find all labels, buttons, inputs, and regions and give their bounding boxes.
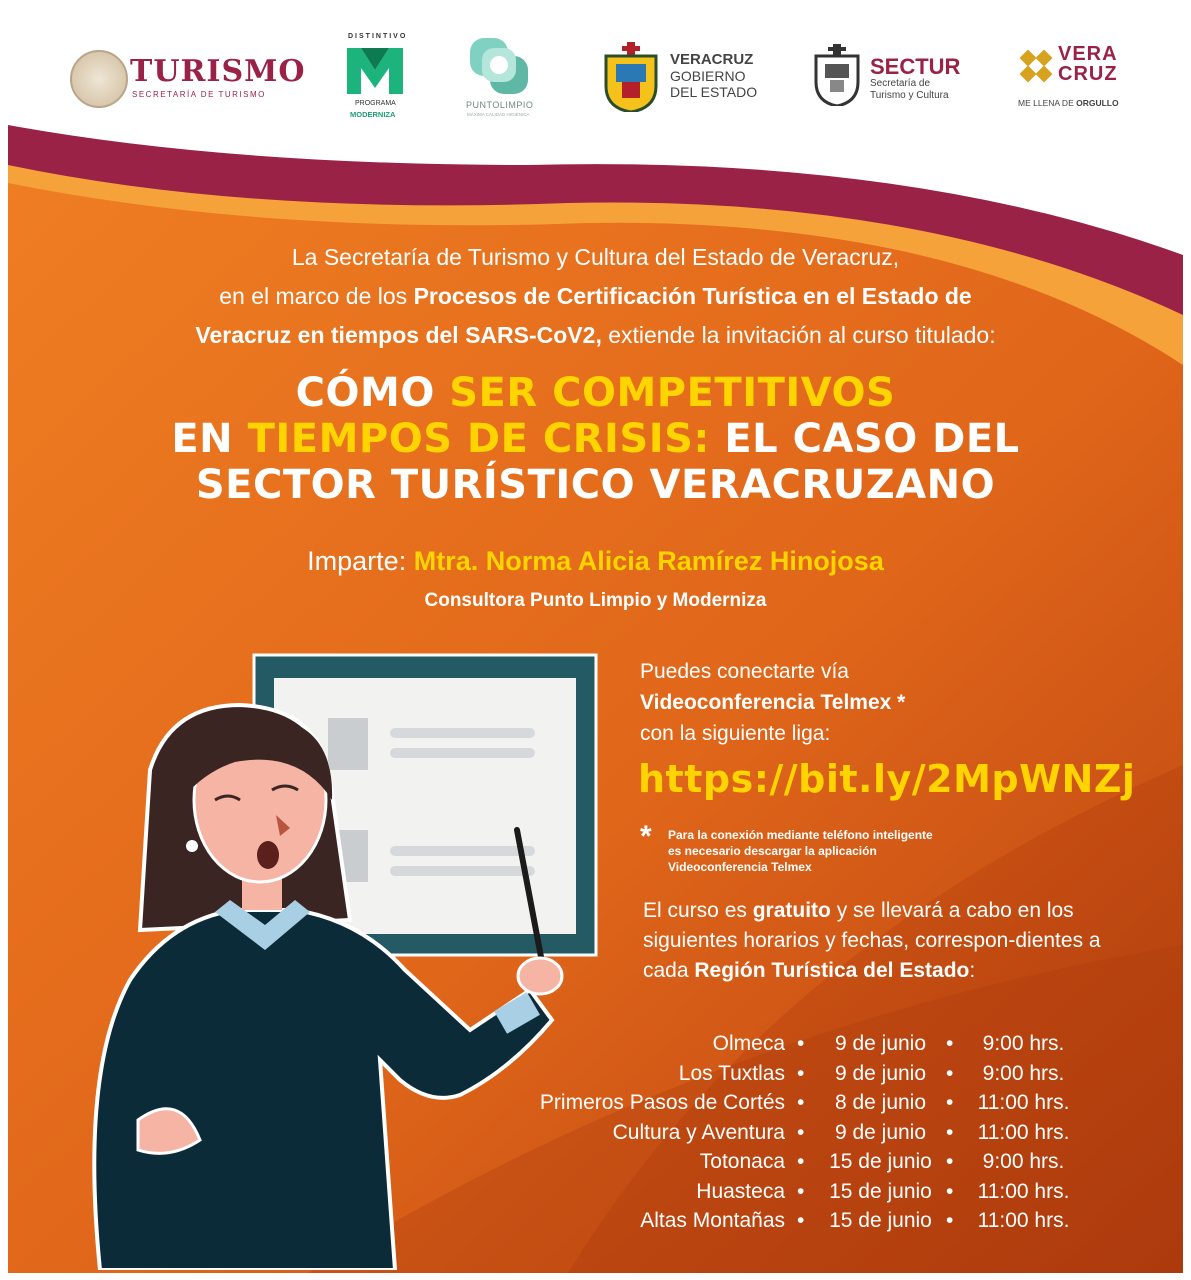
schedule-region: Olmeca <box>712 1032 785 1055</box>
distintivo-programa: PROGRAMA <box>355 100 396 107</box>
veracruz-gov-line3: DEL ESTADO <box>670 84 758 100</box>
schedule-date: 9 de junio <box>834 1061 927 1085</box>
sectur-shield-icon <box>812 44 862 106</box>
smartphone-note: Para la conexión mediante teléfono inteligente es necesario descargar la aplicación Videoconferencia Telmex <box>668 828 933 874</box>
bullet-icon: • <box>946 1120 954 1144</box>
asterisk-icon: * <box>640 820 652 853</box>
tagline-b: ORGULLO <box>1076 98 1119 108</box>
logo-bar <box>0 0 1191 130</box>
intro-line3-b: extiende la invitación al curso titulado: <box>601 322 996 348</box>
title-line2 <box>0 416 1191 462</box>
title-l1-b: SER COMPETITIVOS <box>449 370 896 416</box>
veracruz-brand-line1: VERA <box>1058 43 1118 65</box>
schedule-region: Totonaca <box>699 1150 785 1173</box>
bullet-icon: • <box>797 1032 805 1055</box>
title-l2-c: EL CASO DEL <box>709 416 1020 462</box>
turismo-logo-title: TURISMO <box>130 54 306 89</box>
sectur-title: SECTUR <box>870 54 961 79</box>
bullet-icon: • <box>797 1061 805 1085</box>
moderniza-m-icon <box>347 48 403 94</box>
bullet-icon: • <box>797 1150 805 1173</box>
schedule-time: 11:00 hrs. <box>977 1120 1070 1144</box>
schedule-region: Altas Montañas <box>640 1209 785 1232</box>
course-link[interactable]: https://bit.ly/2MpWNZj <box>638 757 1136 801</box>
bullet-icon: • <box>946 1209 954 1232</box>
course-title <box>0 370 1191 508</box>
intro-line2-b: Procesos de Certificación Turística en el Estado de <box>413 283 972 309</box>
speaker-role: Consultora Punto Limpio y Moderniza <box>424 590 767 611</box>
connect-line3: con la siguiente liga: <box>640 722 831 745</box>
schedule-region: Cultura y Aventura <box>612 1120 785 1144</box>
veracruz-brand-line2: CRUZ <box>1058 63 1118 85</box>
title-line1 <box>0 370 1191 416</box>
connect-info <box>640 656 905 749</box>
info-d: Región Turística del Estado <box>694 959 970 982</box>
info-b: gratuito <box>752 899 831 922</box>
speaker-label: Imparte: <box>307 546 414 576</box>
title-line3: SECTOR TURÍSTICO VERACRUZANO <box>195 462 996 508</box>
bullet-icon: • <box>946 1150 954 1173</box>
schedule-time: 11:00 hrs. <box>977 1179 1070 1203</box>
sectur-line2: Turismo y Cultura <box>870 90 949 101</box>
sectur-line1: Secretaría de <box>870 78 931 89</box>
intro-text <box>0 238 1191 355</box>
bullet-icon: • <box>797 1120 805 1144</box>
puntolimpio-subtitle: MÁXIMA CALIDAD HIGIÉNICA <box>467 112 530 117</box>
veracruz-knot-icon <box>1018 48 1054 84</box>
schedule-date: 9 de junio <box>834 1120 927 1144</box>
sectur-subtitle <box>870 78 949 102</box>
intro-line2-a: en el marco de los <box>219 283 414 309</box>
veracruz-gov-title: VERACRUZ <box>670 51 754 68</box>
bullet-icon: • <box>797 1091 805 1114</box>
course-info <box>643 896 1113 986</box>
turismo-logo-subtitle: SECRETARÍA DE TURISMO <box>132 90 266 99</box>
puntolimpio-title: PUNTOLIMPIO <box>466 100 534 110</box>
intro-line2 <box>0 277 1191 316</box>
title-l2-a: EN <box>171 416 248 462</box>
title-l1-a: CÓMO <box>295 370 450 416</box>
veracruz-gov-line2: GOBIERNO <box>670 68 746 84</box>
schedule-time: 9:00 hrs. <box>982 1150 1065 1173</box>
bullet-icon: • <box>946 1032 954 1055</box>
veracruz-brand-title <box>1058 44 1118 84</box>
connect-line1: Puedes conectarte vía <box>640 660 849 683</box>
veracruz-brand-tagline <box>1018 98 1119 108</box>
bullet-icon: • <box>797 1209 805 1232</box>
schedule-time: 9:00 hrs. <box>982 1061 1065 1085</box>
bullet-icon: • <box>946 1061 954 1085</box>
connect-line2 <box>640 687 905 718</box>
title-l2-b: TIEMPOS DE CRISIS: <box>247 416 710 462</box>
connect-line2-text: Videoconferencia Telmex * <box>640 691 906 714</box>
schedule-region: Los Tuxtlas <box>678 1061 785 1085</box>
schedule-time: 11:00 hrs. <box>977 1091 1070 1114</box>
speaker-name: Mtra. Norma Alicia Ramírez Hinojosa <box>413 546 884 576</box>
schedule-region: Huasteca <box>696 1179 785 1203</box>
schedule-date: 8 de junio <box>834 1091 927 1114</box>
schedule-date: 15 de junio <box>829 1209 932 1232</box>
teacher-illustration <box>60 650 610 1270</box>
puntolimpio-icon <box>468 36 530 96</box>
info-e: : <box>969 959 976 982</box>
info-c: y se llevará a cabo en los siguientes horarios y fechas, correspon-dientes a cada <box>643 899 1101 982</box>
mexico-seal-icon <box>70 50 128 108</box>
bullet-icon: • <box>946 1091 954 1114</box>
veracruz-shield-icon <box>602 42 660 112</box>
speaker-line <box>0 546 1191 577</box>
tagline-a: ME LLENA DE <box>1018 98 1077 108</box>
schedule-date: 9 de junio <box>834 1032 927 1055</box>
intro-line3-a: Veracruz en tiempos del SARS-CoV2, <box>195 322 602 348</box>
intro-line1: La Secretaría de Turismo y Cultura del Estado de Veracruz, <box>291 244 900 270</box>
schedule-time: 11:00 hrs. <box>977 1209 1070 1232</box>
bullet-icon: • <box>946 1179 954 1203</box>
schedule-time: 9:00 hrs. <box>982 1032 1065 1055</box>
bullet-icon: • <box>797 1179 805 1203</box>
schedule-date: 15 de junio <box>829 1179 932 1203</box>
distintivo-moderniza: MODERNIZA <box>350 110 396 119</box>
schedule-date: 15 de junio <box>829 1150 932 1173</box>
distintivo-label: DISTINTIVO <box>348 33 408 40</box>
schedule-region: Primeros Pasos de Cortés <box>539 1091 785 1114</box>
veracruz-gov-subtitle <box>670 68 757 100</box>
info-a: El curso es <box>643 899 753 922</box>
intro-line3 <box>0 316 1191 355</box>
